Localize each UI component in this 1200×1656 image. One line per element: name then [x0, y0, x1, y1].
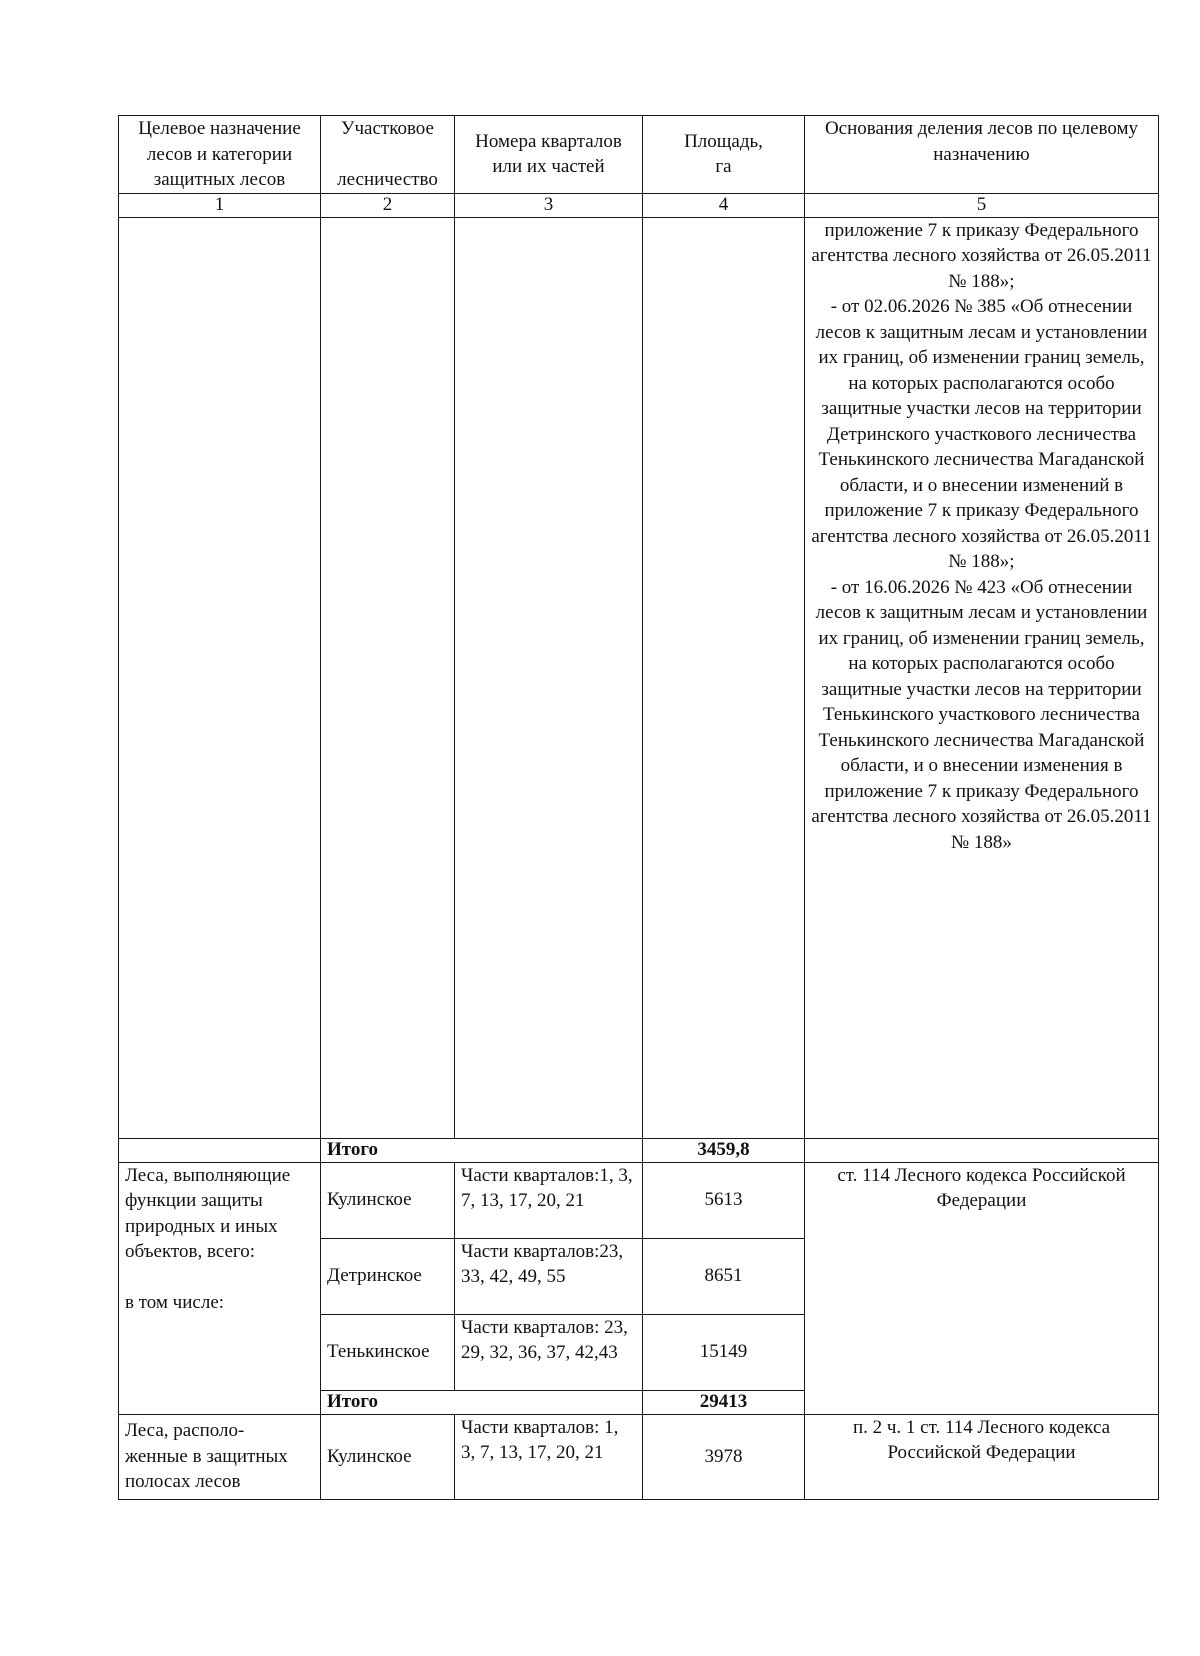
column-number: 3: [455, 193, 643, 217]
category-protection-functions: Леса, выполняющие функции защиты природных и иных объектов, всего: в том числе:: [119, 1162, 321, 1414]
area-cell: 3978: [643, 1414, 805, 1499]
empty-cell: [321, 217, 455, 1138]
column-number: 2: [321, 193, 455, 217]
empty-cell: [643, 217, 805, 1138]
forest-purpose-table: [118, 115, 1159, 1500]
basis-continuation-text: приложение 7 к приказу Федерального агентства лесного хозяйства от 26.05.2011 № 188»; - от 02.06.2026 № 385 «Об отнесении лесов к защитным лесам и установлении их границ, об изменении границ земель, на которых располагаются особо защитные участки лесов на территории Детринского участкового лесничества Тенькинского лесничества Магаданской области, и о внесении изменений в приложение 7 к приказу Федерального агентства лесного хозяйства от 26.05.2011 № 188»; - от 16.06.2026 № 423 «Об отнесении лесов к защитным лесам и установлении их границ, об изменении границ земель, на которых располагаются особо защитные участки лесов на территории Тенькинского участкового лесничества Тенькинского лесничества Магаданской области, и о внесении изменения в приложение 7 к приказу Федерального агентства лесного хозяйства от 26.05.2011 № 188»: [805, 217, 1159, 1138]
district-cell: Детринское: [321, 1238, 455, 1314]
category-protective-strips: Леса, располо- женные в защитных полосах лесов: [119, 1414, 321, 1499]
district-cell: Тенькинское: [321, 1314, 455, 1390]
district-cell: Кулинское: [321, 1162, 455, 1238]
quarters-cell: Части кварталов: 23, 29, 32, 36, 37, 42,43: [455, 1314, 643, 1390]
quarters-cell: Части кварталов:1, 3, 7, 13, 17, 20, 21: [455, 1162, 643, 1238]
header-purpose: Целевое назначение лесов и категории защитных лесов: [119, 116, 321, 194]
district-cell: Кулинское: [321, 1414, 455, 1499]
header-area: Площадь, га: [643, 116, 805, 194]
table-header-row: [119, 116, 1159, 194]
quarters-cell: Части кварталов:23, 33, 42, 49, 55: [455, 1238, 643, 1314]
total-label: Итого: [321, 1138, 643, 1162]
basis-cell: ст. 114 Лесного кодекса Российской Федерации: [805, 1162, 1159, 1414]
header-basis: Основания деления лесов по целевому назначению: [805, 116, 1159, 194]
column-number: 1: [119, 193, 321, 217]
area-cell: 15149: [643, 1314, 805, 1390]
empty-cell: [119, 217, 321, 1138]
continuation-row: [119, 217, 1159, 1138]
header-quarters: Номера кварталов или их частей: [455, 116, 643, 194]
table-row: [119, 1162, 1159, 1238]
area-cell: 8651: [643, 1238, 805, 1314]
total-value: 3459,8: [643, 1138, 805, 1162]
quarters-cell: Части кварталов: 1, 3, 7, 13, 17, 20, 21: [455, 1414, 643, 1499]
area-cell: 5613: [643, 1162, 805, 1238]
empty-cell: [805, 1138, 1159, 1162]
table-row: [119, 1414, 1159, 1499]
column-number-row: [119, 193, 1159, 217]
basis-cell: п. 2 ч. 1 ст. 114 Лесного кодекса Российской Федерации: [805, 1414, 1159, 1499]
total-row: [119, 1138, 1159, 1162]
column-number: 5: [805, 193, 1159, 217]
column-number: 4: [643, 193, 805, 217]
empty-cell: [455, 217, 643, 1138]
header-district: Участковое лесничество: [321, 116, 455, 194]
total-value: 29413: [643, 1390, 805, 1414]
empty-cell: [119, 1138, 321, 1162]
total-label: Итого: [321, 1390, 643, 1414]
